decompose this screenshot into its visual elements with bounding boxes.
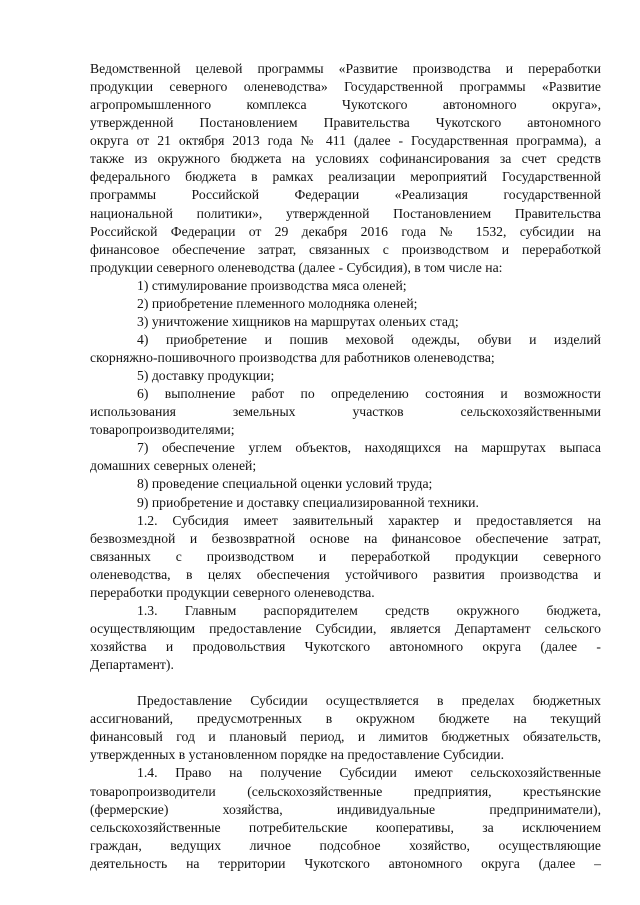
text-line: товаропроизводители (сельскохозяйственные предприятия, крестьянские: [90, 783, 601, 799]
text-line: оленеводства, в целях обеспечения устойчивого развития производства и: [90, 566, 601, 582]
list-item: 9) приобретение и доставку специализированной техники.: [137, 494, 479, 510]
text-line: продукции северного оленеводства» Государственной программы «Развитие: [90, 79, 601, 95]
text-line: использования земельных участков сельскохозяйственными: [90, 404, 601, 420]
text-line: граждан, ведущих личное подсобное хозяйство, осуществляющие: [90, 837, 601, 853]
text-line: финансовый год и плановый период, и лимитов бюджетных обязательств,: [90, 729, 601, 745]
blank-line: [90, 674, 601, 692]
paragraph-line: 1.2. Субсидия имеет заявительный характер и предоставляется на: [137, 512, 601, 528]
text-line: округа от 21 октября 2013 года № 411 (далее - Государственная программа), а: [90, 133, 601, 149]
text-line: федерального бюджета в рамках реализации мероприятий Государственной: [90, 169, 601, 185]
list-item: 4) приобретение и пошив меховой одежды, обуви и изделий: [137, 331, 601, 347]
paragraph-line: 1.4. Право на получение Субсидии имеют сельскохозяйственные: [137, 765, 601, 781]
text-line: товаропроизводителями;: [90, 422, 235, 438]
text-line: (фермерские) хозяйства, индивидуальные предприниматели),: [90, 801, 601, 817]
text-line: хозяйства и продовольствия Чукотского автономного округа (далее -: [90, 639, 601, 654]
text-line: программы Российской Федерации «Реализация государственной: [90, 187, 601, 203]
text-line: утвержденной Постановлением Правительства Чукотского автономного: [90, 115, 601, 131]
text-line: безвозмездной и безвозвратной основе на финансовое обеспечение затрат,: [90, 530, 601, 546]
paragraph-line: Предоставление Субсидии осуществляется в пределах бюджетных: [137, 693, 601, 709]
text-line: утвержденных в установленном порядке на предоставление Субсидии.: [90, 747, 505, 763]
text-line: финансовое обеспечение затрат, связанных с производством и переработкой: [90, 241, 601, 257]
text-line: сельскохозяйственные потребительские кооперативы, за исключением: [90, 819, 601, 835]
list-item: 2) приобретение племенного молодняка оленей;: [137, 295, 418, 311]
text-line: связанных с производством и переработкой продукции северного: [90, 548, 601, 564]
list-item: 7) обеспечение углем объектов, находящихся на маршрутах выпаса: [137, 440, 601, 456]
list-item: 3) уничтожение хищников на маршрутах оленьих стад;: [137, 313, 459, 329]
text-line: Российской Федерации от 29 декабря 2016 года № 1532, субсидии на: [90, 223, 601, 239]
text-line: также из окружного бюджета на условиях софинансирования за счет средств: [90, 151, 601, 167]
text-line: агропромышленного комплекса Чукотского автономного округа»,: [90, 97, 601, 113]
text-line: национальной политики», утвержденной Постановлением Правительства: [90, 205, 601, 221]
text-line: деятельность на территории Чукотского автономного округа (далее –: [90, 855, 601, 871]
text-line: ассигнований, предусмотренных в окружном бюджете на текущий: [90, 711, 601, 727]
text-line: продукции северного оленеводства (далее - Субсидия), в том числе на:: [90, 259, 503, 275]
text-line: осуществляющим предоставление Субсидии, является Департамент сельского: [90, 620, 601, 636]
text-line: Ведомственной целевой программы «Развитие производства и переработки: [90, 61, 601, 76]
paragraph-line: 1.3. Главным распорядителем средств окружного бюджета,: [137, 602, 601, 618]
text-line: домашних северных оленей;: [90, 458, 257, 474]
list-item: 6) выполнение работ по определению состояния и возможности: [137, 386, 601, 402]
list-item: 8) проведение специальной оценки условий труда;: [137, 476, 433, 492]
text-line: Департамент).: [90, 657, 174, 673]
list-item: 1) стимулирование производства мяса оленей;: [137, 277, 407, 293]
list-item: 5) доставку продукции;: [137, 368, 275, 384]
document-page: [90, 60, 601, 873]
text-line: переработки продукции северного оленеводства.: [90, 584, 375, 600]
text-line: скорняжно-пошивочного производства для работников оленеводства;: [90, 350, 495, 365]
